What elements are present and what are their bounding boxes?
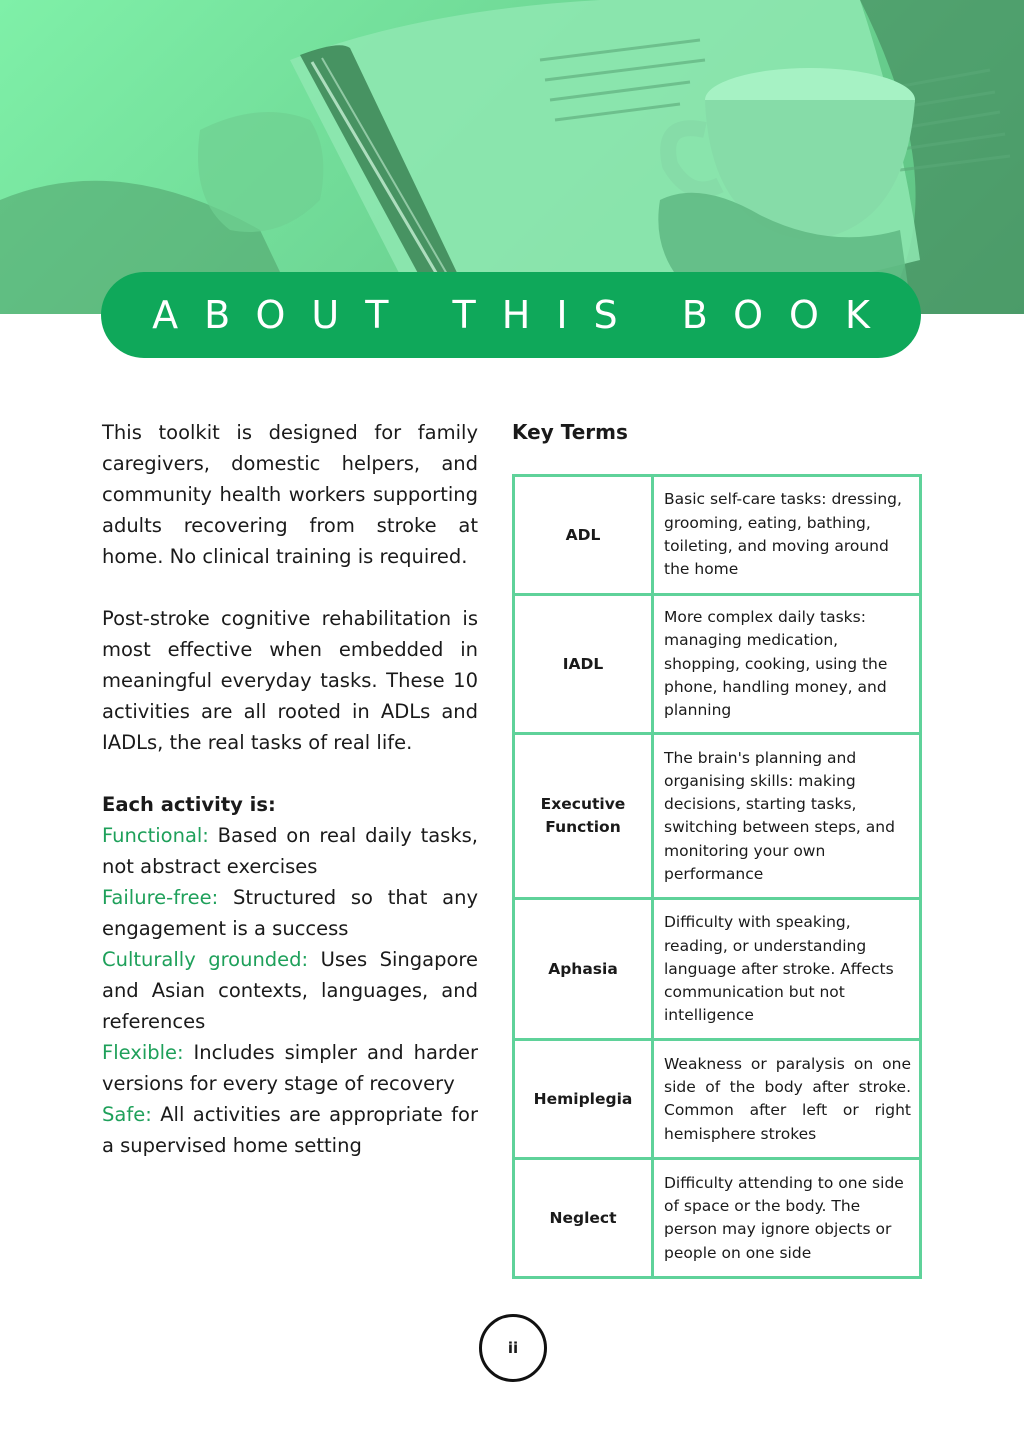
table-row — [514, 1040, 921, 1159]
definition-cell: The brain's planning and organising skills: making decisions, starting tasks, switching between steps, and monitoring your own performance — [653, 734, 921, 899]
activity-item — [102, 1099, 478, 1161]
table-row — [514, 899, 921, 1040]
key-terms-table — [512, 474, 922, 1279]
activity-term: Flexible: — [102, 1041, 184, 1064]
term-cell: Executive Function — [514, 734, 653, 899]
activity-text: Uses Singapore and Asian contexts, languages, and references — [102, 948, 478, 1033]
definition-cell: Difficulty attending to one side of space or the body. The person may ignore objects or people on one side — [653, 1159, 921, 1278]
table-row — [514, 595, 921, 734]
page-number: ii — [479, 1314, 547, 1382]
intro-paragraph-2: Post-stroke cognitive rehabilitation is most effective when embedded in meaningful everyday tasks. These 10 activities are all rooted in ADLs and IADLs, the real tasks of real life. — [102, 607, 478, 754]
page-title: ABOUT THIS BOOK — [152, 293, 896, 337]
activity-item — [102, 882, 478, 944]
activity-text: Structured so that any engagement is a success — [102, 886, 478, 940]
activity-text: Includes simpler and harder versions for every stage of recovery — [102, 1041, 478, 1095]
activity-item — [102, 944, 478, 1037]
activity-text: All activities are appropriate for a supervised home setting — [102, 1103, 478, 1157]
definition-cell: Basic self-care tasks: dressing, grooming, eating, bathing, toileting, and moving around the home — [653, 476, 921, 595]
term-cell: IADL — [514, 595, 653, 734]
activity-term: Functional: — [102, 824, 209, 847]
table-row — [514, 734, 921, 899]
activity-term: Failure-free: — [102, 886, 219, 909]
term-cell: Aphasia — [514, 899, 653, 1040]
activity-text: Based on real daily tasks, not abstract exercises — [102, 824, 478, 878]
table-row — [514, 476, 921, 595]
title-banner — [101, 272, 921, 358]
hero-photo — [0, 0, 1024, 314]
definition-cell: More complex daily tasks: managing medication, shopping, cooking, using the phone, handling money, and planning — [653, 595, 921, 734]
key-terms-heading: Key Terms — [512, 420, 628, 444]
definition-cell: Difficulty with speaking, reading, or understanding language after stroke. Affects communication but not intelligence — [653, 899, 921, 1040]
hero-illustration — [0, 0, 1024, 314]
term-cell: Hemiplegia — [514, 1040, 653, 1159]
table-row — [514, 1159, 921, 1278]
activity-item — [102, 820, 478, 882]
term-cell: Neglect — [514, 1159, 653, 1278]
activity-item — [102, 1037, 478, 1099]
intro-paragraph-1: This toolkit is designed for family caregivers, domestic helpers, and community health workers supporting adults recovering from stroke at home. No clinical training is required. — [102, 421, 478, 568]
activity-heading: Each activity is: — [102, 793, 276, 816]
intro-column — [102, 417, 478, 1161]
term-cell: ADL — [514, 476, 653, 595]
definition-cell: Weakness or paralysis on one side of the body after stroke. Common after left or right hemisphere strokes — [653, 1040, 921, 1159]
activity-term: Safe: — [102, 1103, 152, 1126]
activity-term: Culturally grounded: — [102, 948, 309, 971]
